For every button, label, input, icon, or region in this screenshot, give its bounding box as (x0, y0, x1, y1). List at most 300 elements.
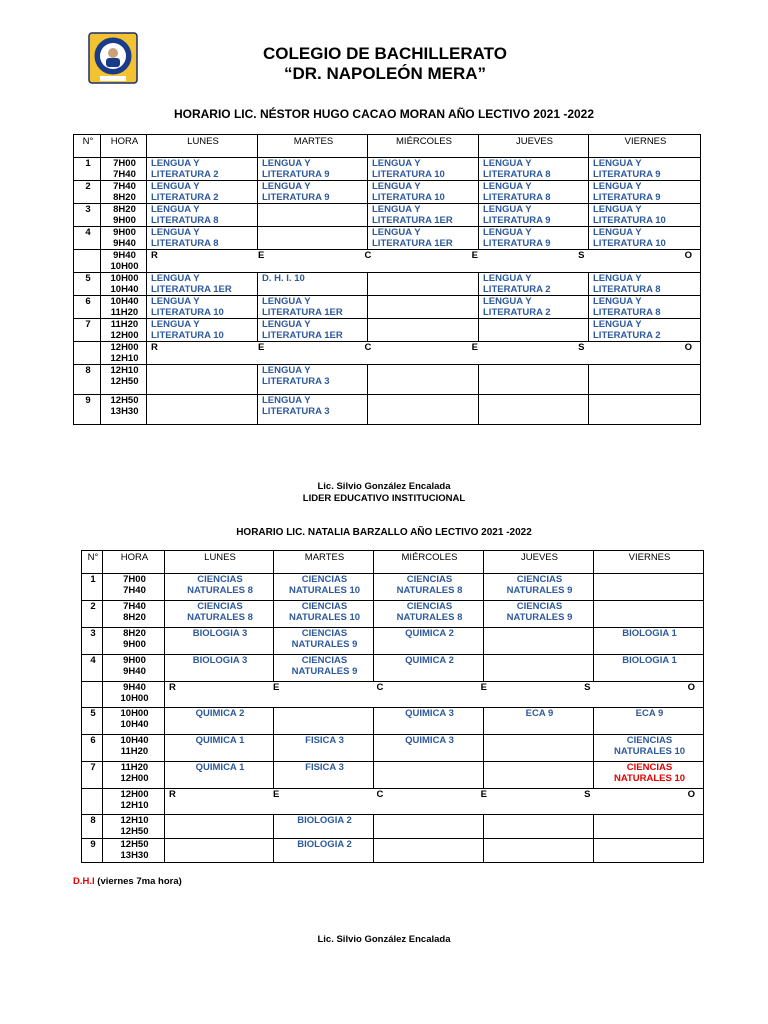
schedule-title-1: HORARIO LIC. NÉSTOR HUGO CACAO MORAN AÑO LECTIVO 2021 -2022 (173, 107, 595, 121)
subject-line2: NATURALES 10 (613, 746, 686, 757)
subject-line1: LENGUA Y (262, 319, 311, 330)
time-end: 12H50 (110, 376, 139, 387)
subject-cell (147, 395, 258, 425)
row-number (74, 250, 101, 273)
subject-line1: LENGUA Y (262, 158, 311, 169)
subject-line2: LITERATURA 2 (593, 330, 661, 341)
recess-letter: E (471, 250, 478, 261)
footnote-text: (viernes 7ma hora) (94, 876, 182, 887)
subject-cell (589, 296, 701, 319)
time-end: 9H00 (113, 215, 136, 226)
time-end: 12H10 (120, 800, 149, 811)
row-number (82, 789, 103, 815)
subject-cell (368, 181, 479, 204)
subject-cell (368, 204, 479, 227)
recess-letter: C (364, 250, 372, 261)
subject-cell (165, 762, 274, 789)
subject-cell (274, 762, 374, 789)
time-end: 9H40 (113, 238, 136, 249)
subject-cell (594, 762, 704, 789)
time-slot (103, 839, 165, 863)
subject-cell (589, 319, 701, 342)
subject-line1: CIENCIAS (197, 601, 243, 612)
subject-cell (594, 655, 704, 682)
subject-line2: LITERATURA 2 (151, 169, 219, 180)
subject-cell (258, 273, 368, 296)
subject-line2: LITERATURA 8 (151, 215, 219, 226)
column-header: VIERNES (589, 135, 701, 158)
subject-line2: LITERATURA 10 (151, 330, 224, 341)
time-slot (103, 682, 165, 708)
subject-line1: LENGUA Y (483, 181, 532, 192)
time-start: 10H00 (110, 273, 139, 284)
recess-letter: C (376, 682, 384, 693)
schedule-table-1 (73, 134, 701, 425)
subject-line2: LITERATURA 8 (483, 192, 551, 203)
subject-line2: LITERATURA 1ER (262, 307, 343, 318)
subject-cell (594, 574, 704, 601)
recess-letter: C (364, 342, 372, 353)
subject-cell (374, 762, 484, 789)
subject-line1: CIENCIAS (516, 601, 563, 612)
time-end: 11H20 (110, 307, 139, 318)
time-slot (101, 395, 147, 425)
subject-line2: LITERATURA 1ER (151, 284, 232, 295)
time-start: 7H00 (123, 574, 146, 585)
subject-line2: LITERATURA 10 (593, 238, 666, 249)
recess-letter: E (273, 682, 280, 693)
recess-cell (165, 789, 704, 815)
subject-line2: NATURALES 9 (506, 585, 573, 596)
recess-letter: O (684, 342, 692, 353)
time-start: 11H20 (110, 319, 139, 330)
time-slot (101, 158, 147, 181)
column-header: JUEVES (479, 135, 589, 158)
table-row (82, 655, 704, 682)
column-header: MARTES (274, 551, 374, 574)
time-end: 7H40 (113, 169, 136, 180)
subject-cell (479, 319, 589, 342)
school-logo-seal (88, 32, 138, 84)
subject-cell (484, 839, 594, 863)
subject-line1: BIOLOGIA 1 (622, 628, 677, 639)
subject-line2: LITERATURA 3 (262, 406, 330, 417)
subject-line2: NATURALES 9 (506, 612, 573, 623)
subject-cell (258, 204, 368, 227)
subject-line2: LITERATURA 8 (593, 307, 661, 318)
subject-line2: NATURALES 10 (288, 585, 361, 596)
subject-line1: LENGUA Y (262, 365, 311, 376)
subject-line1: LENGUA Y (151, 319, 200, 330)
column-header: HORA (103, 551, 165, 574)
recess-cell (165, 682, 704, 708)
subject-line2: NATURALES 10 (288, 612, 361, 623)
subject-line1: FISICA 3 (305, 735, 344, 746)
subject-cell (594, 601, 704, 628)
subject-cell (374, 815, 484, 839)
time-start: 10H00 (120, 708, 149, 719)
subject-line2: LITERATURA 9 (593, 192, 661, 203)
subject-line1: BIOLOGIA 1 (622, 655, 677, 666)
subject-line2: LITERATURA 9 (593, 169, 661, 180)
subject-cell (479, 204, 589, 227)
subject-line1: LENGUA Y (372, 158, 421, 169)
subject-line1: QUIMICA 3 (405, 735, 454, 746)
subject-line1: CIENCIAS (406, 601, 453, 612)
school-name (150, 44, 620, 84)
signature-block-2 (0, 934, 768, 946)
subject-line1: LENGUA Y (593, 296, 642, 307)
subject-line2: NATURALES 9 (291, 666, 358, 677)
subject-line2: LITERATURA 10 (151, 307, 224, 318)
subject-cell (594, 628, 704, 655)
subject-cell (274, 601, 374, 628)
column-header: JUEVES (484, 551, 594, 574)
time-slot (103, 655, 165, 682)
row-number: 7 (82, 762, 103, 789)
table-row (82, 762, 704, 789)
row-number: 8 (82, 815, 103, 839)
subject-line1: CIENCIAS (197, 574, 243, 585)
subject-line1: LENGUA Y (372, 204, 421, 215)
subject-cell (589, 273, 701, 296)
time-end: 8H20 (113, 192, 136, 203)
recess-letter: O (687, 789, 695, 800)
time-end: 9H00 (123, 639, 146, 650)
subject-cell (589, 395, 701, 425)
time-start: 12H00 (110, 342, 139, 353)
subject-line1: QUIMICA 2 (195, 708, 245, 719)
subject-cell (258, 296, 368, 319)
time-start: 8H20 (123, 628, 146, 639)
subject-line1: LENGUA Y (593, 319, 642, 330)
subject-cell (484, 708, 594, 735)
subject-cell (368, 158, 479, 181)
column-header: MIÉRCOLES (374, 551, 484, 574)
subject-line1: CIENCIAS (626, 735, 673, 746)
subject-line1: LENGUA Y (151, 227, 200, 238)
time-start: 12H10 (120, 815, 149, 826)
subject-line2: LITERATURA 1ER (372, 215, 453, 226)
subject-cell (147, 204, 258, 227)
time-end: 11H20 (120, 746, 149, 757)
subject-cell (589, 227, 701, 250)
recess-letter: R (169, 789, 176, 800)
time-end: 13H30 (120, 850, 149, 861)
subject-cell (165, 839, 274, 863)
row-number: 6 (74, 296, 101, 319)
table-row (74, 273, 701, 296)
subject-cell (274, 708, 374, 735)
signature-name: Lic. Silvio González Encalada (317, 481, 451, 492)
row-number: 5 (74, 273, 101, 296)
subject-line1: ECA 9 (525, 708, 554, 719)
footnote-dhi: D.H.I (73, 876, 95, 887)
subject-cell (594, 815, 704, 839)
time-end: 13H30 (110, 406, 139, 417)
subject-line1: CIENCIAS (301, 628, 348, 639)
time-slot (103, 762, 165, 789)
school-name-line2: “DR. NAPOLEÓN MERA” (283, 64, 487, 83)
time-start: 12H00 (120, 789, 149, 800)
table-row (74, 319, 701, 342)
time-end: 10H40 (110, 284, 139, 295)
recess-letters (151, 342, 698, 353)
time-start: 12H50 (120, 839, 149, 850)
time-start: 9H40 (113, 250, 136, 261)
subject-cell (374, 735, 484, 762)
recess-row (82, 789, 704, 815)
column-header: VIERNES (594, 551, 704, 574)
subject-line1: LENGUA Y (151, 204, 200, 215)
subject-line1: QUIMICA 1 (195, 735, 245, 746)
subject-line2: LITERATURA 2 (483, 307, 551, 318)
time-end: 12H00 (120, 773, 149, 784)
time-start: 7H40 (123, 601, 146, 612)
subject-line2: NATURALES 8 (187, 612, 253, 623)
subject-line2: NATURALES 10 (613, 773, 686, 784)
time-end: 12H10 (110, 353, 139, 364)
subject-cell (165, 601, 274, 628)
subject-cell (165, 628, 274, 655)
subject-line1: LENGUA Y (151, 181, 200, 192)
time-start: 7H00 (113, 158, 136, 169)
row-number: 3 (74, 204, 101, 227)
subject-cell (147, 273, 258, 296)
time-end: 7H40 (123, 585, 146, 596)
time-slot (101, 365, 147, 395)
time-slot (101, 273, 147, 296)
row-number: 8 (74, 365, 101, 395)
recess-letters (169, 682, 701, 693)
row-number: 7 (74, 319, 101, 342)
subject-cell (479, 158, 589, 181)
subject-line2: LITERATURA 8 (151, 238, 219, 249)
recess-letter: O (684, 250, 692, 261)
recess-cell (147, 342, 701, 365)
subject-line1: LENGUA Y (593, 273, 642, 284)
subject-cell (147, 158, 258, 181)
subject-line1: LENGUA Y (262, 395, 311, 406)
subject-cell (589, 181, 701, 204)
table-row (82, 735, 704, 762)
row-number: 6 (82, 735, 103, 762)
time-end: 10H00 (120, 693, 149, 704)
row-number: 4 (82, 655, 103, 682)
time-slot (101, 204, 147, 227)
subject-cell (258, 158, 368, 181)
subject-cell (258, 395, 368, 425)
subject-line1: CIENCIAS (301, 655, 348, 666)
time-slot (101, 319, 147, 342)
subject-cell (479, 296, 589, 319)
subject-cell (374, 628, 484, 655)
recess-letter: O (687, 682, 695, 693)
time-start: 12H50 (110, 395, 139, 406)
column-header: LUNES (165, 551, 274, 574)
recess-letter: R (169, 682, 176, 693)
table-row (74, 158, 701, 181)
subject-line2: NATURALES 8 (396, 612, 463, 623)
subject-cell (165, 708, 274, 735)
signature-name: Lic. Silvio González Encalada (317, 934, 451, 945)
time-end: 10H40 (120, 719, 149, 730)
time-slot (101, 342, 147, 365)
subject-cell (258, 227, 368, 250)
time-slot (103, 789, 165, 815)
subject-line2: NATURALES 8 (396, 585, 463, 596)
time-slot (103, 708, 165, 735)
subject-cell (484, 601, 594, 628)
row-number: 9 (82, 839, 103, 863)
subject-line1: CIENCIAS (406, 574, 453, 585)
subject-line1: LENGUA Y (483, 227, 532, 238)
subject-cell (374, 708, 484, 735)
subject-line1: ECA 9 (635, 708, 664, 719)
subject-line1: QUIMICA 3 (405, 708, 454, 719)
subject-cell (274, 815, 374, 839)
time-end: 10H00 (110, 261, 139, 272)
subject-cell (258, 365, 368, 395)
subject-cell (479, 227, 589, 250)
subject-cell (589, 365, 701, 395)
subject-cell (258, 319, 368, 342)
subject-cell (479, 365, 589, 395)
subject-line2: LITERATURA 9 (262, 192, 330, 203)
subject-line1: LENGUA Y (483, 296, 532, 307)
recess-letter: E (480, 682, 487, 693)
subject-cell (368, 296, 479, 319)
table-row (74, 204, 701, 227)
time-start: 10H40 (120, 735, 149, 746)
schedule-table-2 (81, 550, 704, 863)
subject-cell (274, 574, 374, 601)
subject-cell (368, 273, 479, 296)
subject-cell (374, 574, 484, 601)
subject-cell (147, 181, 258, 204)
subject-line2: LITERATURA 9 (483, 215, 551, 226)
time-start: 10H40 (110, 296, 139, 307)
time-slot (101, 181, 147, 204)
subject-line1: LENGUA Y (483, 158, 532, 169)
subject-cell (368, 395, 479, 425)
subject-line1: LENGUA Y (262, 296, 311, 307)
subject-line1: LENGUA Y (593, 158, 642, 169)
subject-line2: LITERATURA 3 (262, 376, 330, 387)
time-slot (101, 250, 147, 273)
subject-line2: LITERATURA 8 (593, 284, 661, 295)
time-end: 9H40 (123, 666, 146, 677)
subject-line2: NATURALES 8 (187, 585, 253, 596)
recess-letter: E (471, 342, 478, 353)
row-number: 5 (82, 708, 103, 735)
column-header: LUNES (147, 135, 258, 158)
subject-cell (374, 839, 484, 863)
subject-line2: LITERATURA 1ER (372, 238, 453, 249)
subject-cell (274, 655, 374, 682)
table-row (74, 227, 701, 250)
recess-letter: R (151, 342, 158, 353)
recess-letter: E (258, 342, 265, 353)
row-number: 2 (74, 181, 101, 204)
recess-letter: E (273, 789, 280, 800)
recess-letter: S (584, 682, 591, 693)
subject-cell (594, 735, 704, 762)
subject-line1: CIENCIAS (626, 762, 673, 773)
subject-cell (484, 655, 594, 682)
time-start: 9H40 (123, 682, 146, 693)
subject-line2: LITERATURA 2 (483, 284, 551, 295)
subject-line2: LITERATURA 2 (151, 192, 219, 203)
table-row (82, 601, 704, 628)
subject-line1: FISICA 3 (305, 762, 344, 773)
table-row (82, 708, 704, 735)
row-number: 3 (82, 628, 103, 655)
subject-line1: LENGUA Y (151, 273, 200, 284)
time-slot (103, 601, 165, 628)
subject-cell (147, 319, 258, 342)
subject-cell (374, 601, 484, 628)
subject-line1: CIENCIAS (301, 601, 348, 612)
table-row (82, 839, 704, 863)
subject-line2: LITERATURA 9 (262, 169, 330, 180)
column-header: MARTES (258, 135, 368, 158)
column-header: N° (74, 135, 101, 158)
column-header: MIÉRCOLES (368, 135, 479, 158)
subject-cell (147, 227, 258, 250)
subject-line1: BIOLOGIA 3 (192, 655, 248, 666)
subject-cell (274, 735, 374, 762)
table-row (74, 365, 701, 395)
recess-letter: R (151, 250, 158, 261)
subject-cell (165, 655, 274, 682)
recess-letter: C (376, 789, 384, 800)
time-slot (103, 815, 165, 839)
subject-cell (374, 655, 484, 682)
subject-line1: LENGUA Y (151, 296, 200, 307)
subject-cell (479, 273, 589, 296)
subject-line2: LITERATURA 8 (483, 169, 551, 180)
table-row (82, 574, 704, 601)
subject-line1: LENGUA Y (262, 181, 311, 192)
footnote (73, 876, 182, 887)
row-number (82, 682, 103, 708)
schedule-title-2: HORARIO LIC. NATALIA BARZALLO AÑO LECTIVO 2021 -2022 (236, 527, 532, 538)
subject-cell (484, 735, 594, 762)
subject-line1: BIOLOGIA 2 (297, 815, 352, 826)
time-end: 8H20 (123, 612, 146, 623)
row-number (74, 342, 101, 365)
table-row (82, 628, 704, 655)
subject-line1: LENGUA Y (151, 158, 200, 169)
subject-line1: CIENCIAS (301, 574, 348, 585)
recess-row (74, 250, 701, 273)
school-name-line1: COLEGIO DE BACHILLERATO (263, 44, 507, 63)
recess-row (82, 682, 704, 708)
subject-line2: LITERATURA 10 (593, 215, 666, 226)
subject-cell (594, 708, 704, 735)
subject-line1: LENGUA Y (483, 273, 532, 284)
recess-letter: E (480, 789, 487, 800)
time-slot (101, 227, 147, 250)
recess-letters (169, 789, 701, 800)
subject-line1: QUIMICA 1 (195, 762, 245, 773)
time-start: 8H20 (113, 204, 136, 215)
subject-line1: BIOLOGIA 2 (297, 839, 352, 850)
subject-cell (484, 762, 594, 789)
time-start: 9H00 (113, 227, 136, 238)
subject-line1: BIOLOGIA 3 (192, 628, 248, 639)
